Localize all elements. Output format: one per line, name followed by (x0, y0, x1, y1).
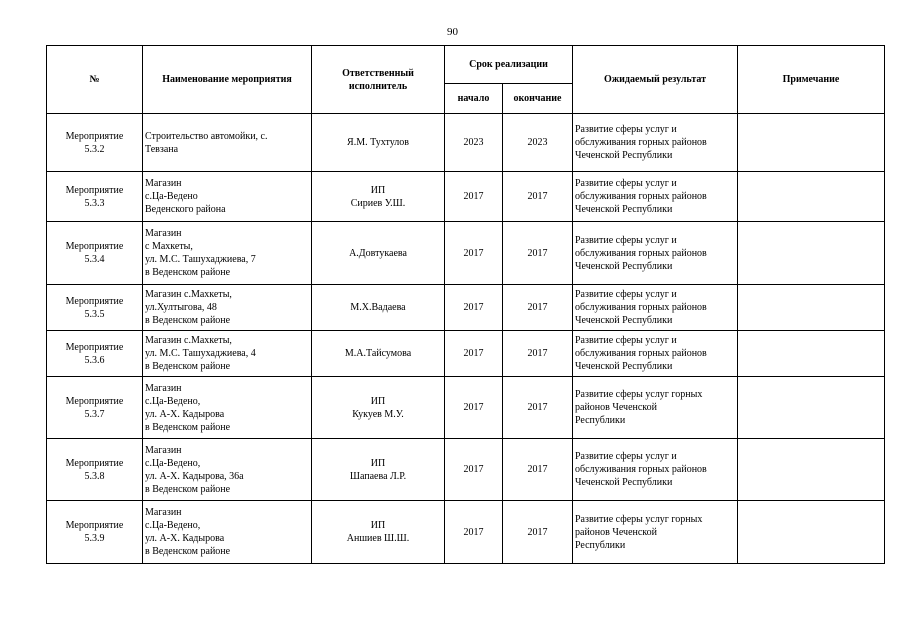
header-result: Ожидаемый результат (573, 46, 738, 114)
cell-executor: ИП Сириев У.Ш. (312, 172, 445, 222)
cell-end: 2017 (503, 377, 573, 439)
cell-executor: Я.М. Тухтулов (312, 114, 445, 172)
cell-start: 2023 (445, 114, 503, 172)
cell-start: 2017 (445, 222, 503, 285)
cell-start: 2017 (445, 439, 503, 501)
cell-end: 2023 (503, 114, 573, 172)
cell-id: Мероприятие 5.3.7 (47, 377, 143, 439)
header-start: начало (445, 84, 503, 114)
cell-executor: М.Х.Вадаева (312, 285, 445, 331)
cell-id: Мероприятие 5.3.5 (47, 285, 143, 331)
table-row (47, 172, 885, 222)
header-period: Срок реализации (445, 46, 573, 84)
cell-name: Магазин с.Махкеты, ул. М.С. Ташухаджиева, 4 в Веденском районе (143, 331, 312, 377)
cell-note (738, 172, 885, 222)
cell-id: Мероприятие 5.3.4 (47, 222, 143, 285)
cell-end: 2017 (503, 222, 573, 285)
cell-note (738, 114, 885, 172)
cell-start: 2017 (445, 172, 503, 222)
cell-name: Магазин с.Ца-Ведено Веденского района (143, 172, 312, 222)
cell-end: 2017 (503, 172, 573, 222)
activities-table (46, 45, 885, 564)
cell-name: Магазин с.Ца-Ведено, ул. А-Х. Кадырова в Веденском районе (143, 501, 312, 564)
header-number: № (47, 46, 143, 114)
cell-result: Развитие сферы услуг горных районов Чеченской Республики (573, 501, 738, 564)
table-row (47, 222, 885, 285)
cell-start: 2017 (445, 501, 503, 564)
cell-result: Развитие сферы услуг и обслуживания горных районов Чеченской Республики (573, 331, 738, 377)
cell-end: 2017 (503, 501, 573, 564)
table-header (47, 46, 885, 114)
cell-id: Мероприятие 5.3.9 (47, 501, 143, 564)
cell-executor: М.А.Тайсумова (312, 331, 445, 377)
cell-name: Магазин с.Ца-Ведено, ул. А-Х. Кадырова, 36а в Веденском районе (143, 439, 312, 501)
table-row (47, 114, 885, 172)
cell-result: Развитие сферы услуг горных районов Чеченской Республики (573, 377, 738, 439)
cell-name: Магазин с.Махкеты, ул.Хултыгова, 48 в Веденском районе (143, 285, 312, 331)
cell-end: 2017 (503, 285, 573, 331)
cell-end: 2017 (503, 331, 573, 377)
cell-executor: ИП Кукуев М.У. (312, 377, 445, 439)
table-row (47, 501, 885, 564)
cell-result: Развитие сферы услуг и обслуживания горных районов Чеченской Республики (573, 172, 738, 222)
cell-name: Магазин с Махкеты, ул. М.С. Ташухаджиева, 7 в Веденском районе (143, 222, 312, 285)
cell-start: 2017 (445, 377, 503, 439)
page-number: 90 (447, 26, 458, 38)
cell-note (738, 285, 885, 331)
table-row (47, 331, 885, 377)
header-note: Примечание (738, 46, 885, 114)
cell-executor: ИП Аншиев Ш.Ш. (312, 501, 445, 564)
cell-note (738, 501, 885, 564)
cell-result: Развитие сферы услуг и обслуживания горных районов Чеченской Республики (573, 114, 738, 172)
cell-name: Магазин с.Ца-Ведено, ул. А-Х. Кадырова в Веденском районе (143, 377, 312, 439)
header-executor: Ответственный исполнитель (312, 46, 445, 114)
header-name: Наименование мероприятия (143, 46, 312, 114)
cell-id: Мероприятие 5.3.3 (47, 172, 143, 222)
cell-id: Мероприятие 5.3.2 (47, 114, 143, 172)
cell-note (738, 377, 885, 439)
cell-id: Мероприятие 5.3.6 (47, 331, 143, 377)
cell-note (738, 222, 885, 285)
cell-end: 2017 (503, 439, 573, 501)
cell-executor: А.Довтукаева (312, 222, 445, 285)
table-row (47, 377, 885, 439)
cell-start: 2017 (445, 285, 503, 331)
table-body (47, 114, 885, 564)
cell-executor: ИП Шапаева Л.Р. (312, 439, 445, 501)
table-row (47, 285, 885, 331)
cell-result: Развитие сферы услуг и обслуживания горных районов Чеченской Республики (573, 222, 738, 285)
table-row (47, 439, 885, 501)
cell-start: 2017 (445, 331, 503, 377)
cell-note (738, 439, 885, 501)
cell-result: Развитие сферы услуг и обслуживания горных районов Чеченской Республики (573, 439, 738, 501)
cell-id: Мероприятие 5.3.8 (47, 439, 143, 501)
cell-note (738, 331, 885, 377)
cell-result: Развитие сферы услуг и обслуживания горных районов Чеченской Республики (573, 285, 738, 331)
cell-name: Строительство автомойки, с. Тевзана (143, 114, 312, 172)
header-end: окончание (503, 84, 573, 114)
